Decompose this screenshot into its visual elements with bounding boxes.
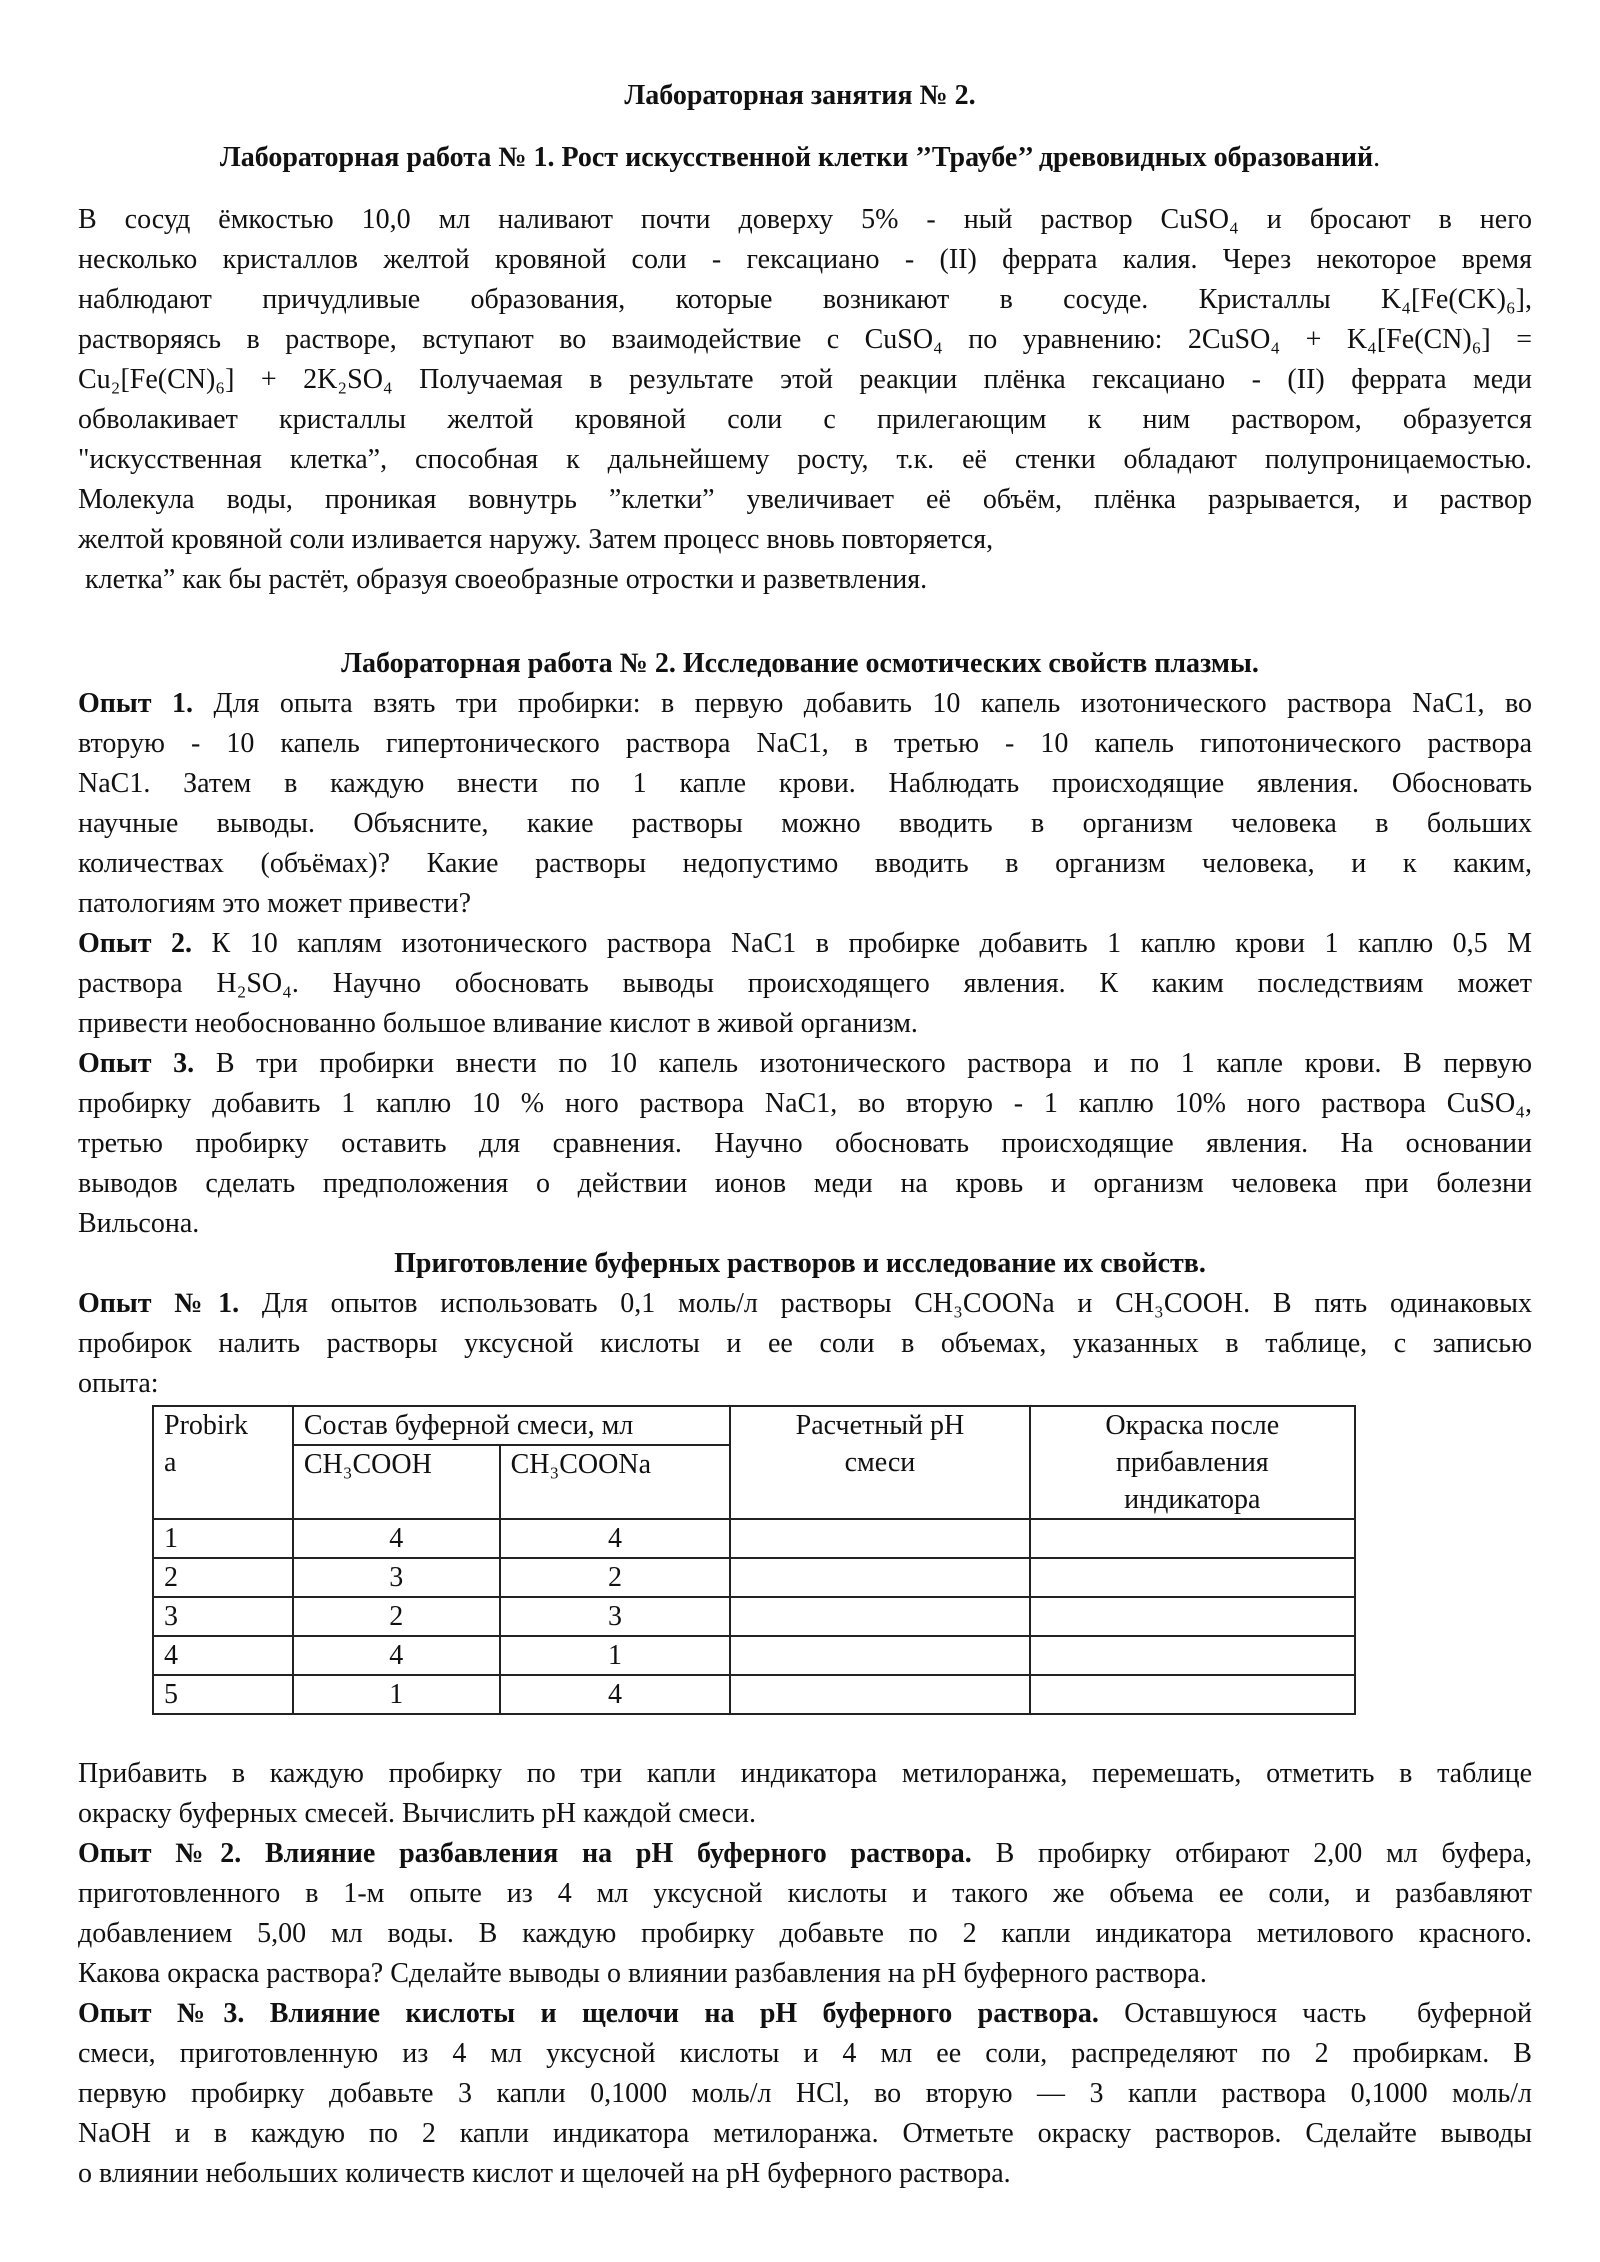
col-header-color [1030, 1406, 1355, 1519]
line-text: К 10 каплям изотонического раствора NaC1 в пробирке добавить 1 каплю крови 1 каплю 0,5 М [192, 928, 1533, 959]
buffer-exp1-label: Опыт №1. [78, 1288, 240, 1319]
lab1-heading [0, 138, 1600, 178]
exp2-label: Опыт 2. [78, 928, 193, 959]
cell-ch3cooh: 3 [293, 1558, 500, 1597]
paragraph-line: количествах (объёмах)? Какие растворы недопустимо вводить в организм человека, и к каким, [78, 848, 1532, 879]
col-header-probirka [153, 1406, 293, 1519]
paragraph-line [78, 1994, 1532, 2034]
buffer-table [152, 1405, 1356, 1715]
header-text: Расчетный pH [795, 1410, 965, 1441]
lab2-heading: Лабораторная работа № 2. Исследование осмотических свойств плазмы. [341, 648, 1259, 679]
cell-ph[interactable] [730, 1675, 1029, 1714]
paragraph-line: Cu₂[Fe(CN)₆] + 2K₂SO₄ Получаемая в результате этой реакции плёнка гексациано - (II) феррата меди [78, 364, 1532, 395]
line-text: В три пробирки внести по 10 капель изотонического раствора и по 1 капле крови. В первую [194, 1048, 1532, 1079]
cell-ch3cooh: 4 [293, 1519, 500, 1558]
cell-ch3cooh: 1 [293, 1675, 500, 1714]
cell-color[interactable] [1030, 1558, 1355, 1597]
header-text: a [164, 1447, 177, 1478]
paragraph-line [78, 684, 1532, 724]
paragraph-line: третью пробирку оставить для сравнения. Научно обосновать происходящие явления. На основании [78, 1128, 1532, 1159]
buffer-heading: Приготовление буферных растворов и исследование их свойств. [394, 1248, 1206, 1279]
paragraph-line: Какова окраска раствора? Сделайте выводы о влиянии разбавления на pH буферного раствора. [78, 1958, 1207, 1989]
cell-ch3cooh: 4 [293, 1636, 500, 1675]
paragraph-line: пробирок налить растворы уксусной кислоты и ее соли в объемах, указанных в таблице, с записью [78, 1328, 1532, 1359]
paragraph-line [78, 1834, 1532, 1874]
paragraph-line: пробирку добавить 1 каплю 10 % ного раствора NaC1, во вторую - 1 каплю 10% ного раствора CuSO₄, [78, 1088, 1532, 1119]
paragraph-line: NaC1. Затем в каждую внести по 1 капле крови. Наблюдать происходящие явления. Обосновать [78, 768, 1532, 799]
paragraph-line: клетка” как бы растёт, образуя своеобразные отростки и разветвления. [78, 564, 928, 595]
paragraph-line: Прибавить в каждую пробирку по три капли индикатора метилоранжа, перемешать, отметить в таблице [78, 1758, 1532, 1789]
cell-ph[interactable] [730, 1636, 1029, 1675]
paragraph-line: В сосуд ёмкостью 10,0 мл наливают почти доверху 5% - ный раствор CuSO₄ и бросают в него [78, 204, 1532, 235]
cell-color[interactable] [1030, 1675, 1355, 1714]
cell-probirka: 2 [153, 1558, 293, 1597]
col-header-buffer-composition: Состав буферной смеси, мл [293, 1406, 730, 1445]
lab2-exp2 [78, 924, 1532, 1044]
lab1-heading-text: Лабораторная работа № 1. Рост искусственной клетки ’’Траубе’’ древовидных образований [219, 142, 1374, 173]
cell-probirka: 1 [153, 1519, 293, 1558]
line-text: Для опытов использовать 0,1 моль/л растворы CH₃COONa и CH₃COOH. В пять одинаковых [239, 1288, 1532, 1319]
cell-ph[interactable] [730, 1558, 1029, 1597]
line-text: Оставшуюся часть буферной [1098, 1998, 1533, 2029]
paragraph-line: Молекула воды, проникая вовнутрь ”клетки” увеличивает её объём, плёнка разрывается, и раствор [78, 484, 1532, 515]
table-row [153, 1558, 1355, 1597]
header-text: прибавления [1115, 1447, 1269, 1478]
table-row [153, 1675, 1355, 1714]
paragraph-line [78, 1284, 1532, 1324]
lab2-exp1 [78, 684, 1532, 924]
cell-ch3coona: 1 [500, 1636, 731, 1675]
col-header-ch3cooh: CH₃COOH [293, 1445, 500, 1519]
header-text: Окраска после [1105, 1410, 1280, 1441]
header-text: индикатора [1124, 1484, 1261, 1515]
paragraph-line: добавлением 5,00 мл воды. В каждую пробирку добавьте по 2 капли индикатора метилового красного. [78, 1918, 1532, 1949]
table-row [153, 1597, 1355, 1636]
buffer-exp2 [78, 1834, 1532, 1994]
paragraph-line: желтой кровяной соли изливается наружу. Затем процесс вновь повторяется, [78, 524, 994, 555]
paragraph-line [78, 1044, 1532, 1084]
cell-ch3coona: 4 [500, 1519, 731, 1558]
cell-ch3coona: 3 [500, 1597, 731, 1636]
cell-ch3coona: 4 [500, 1675, 731, 1714]
paragraph-line: наблюдают причудливые образования, которые возникают в сосуде. Кристаллы K₄[Fe(CK)₆], [78, 284, 1532, 315]
col-header-ch3coona: CH₃COONa [500, 1445, 731, 1519]
buffer-exp1 [78, 1284, 1532, 1404]
exp3-label: Опыт 3. [78, 1048, 195, 1079]
col-header-calculated-ph [730, 1406, 1029, 1519]
buffer-exp3-label: Опыт №3. Влияние кислоты и щелочи на pH буферного раствора. [78, 1998, 1099, 2029]
paragraph-line: вторую - 10 капель гипертонического раствора NaC1, в третью - 10 капель гипотонического раствора [78, 728, 1532, 759]
cell-probirka: 5 [153, 1675, 293, 1714]
cell-ph[interactable] [730, 1597, 1029, 1636]
cell-ph[interactable] [730, 1519, 1029, 1558]
exp1-label: Опыт 1. [78, 688, 194, 719]
paragraph-line: выводов сделать предположения о действии ионов меди на кровь и организм человека при болезни [78, 1168, 1532, 1199]
cell-ch3coona: 2 [500, 1558, 731, 1597]
table-header-row [153, 1406, 1355, 1445]
cell-probirka: 3 [153, 1597, 293, 1636]
cell-probirka: 4 [153, 1636, 293, 1675]
cell-color[interactable] [1030, 1636, 1355, 1675]
paragraph-line: опыта: [78, 1368, 159, 1399]
paragraph-line: о влиянии небольших количеств кислот и щелочей на pH буферного раствора. [78, 2158, 1011, 2189]
paragraph-line: окраску буферных смесей. Вычислить pH каждой смеси. [78, 1798, 757, 1829]
paragraph-line: несколько кристаллов желтой кровяной соли - гексациано - (II) феррата калия. Через некоторое время [78, 244, 1532, 275]
paragraph-line: раствора H₂SO₄. Научно обосновать выводы происходящего явления. К каким последствиям может [78, 968, 1532, 999]
paragraph-line: обволакивает кристаллы желтой кровяной соли с прилегающим к ним раствором, образуется [78, 404, 1532, 435]
paragraph-line: привести необоснованно большое вливание кислот в живой организм. [78, 1008, 918, 1039]
line-text: Для опыта взять три пробирки: в первую добавить 10 капель изотонического раствора NaC1, во [193, 688, 1532, 719]
paragraph-line: смеси, приготовленную из 4 мл уксусной кислоты и 4 мл ее соли, распределяют по 2 пробиркам. В [78, 2038, 1532, 2069]
after-table-paragraph [78, 1754, 1532, 1834]
paragraph-line [78, 924, 1532, 964]
lab2-exp3 [78, 1044, 1532, 1244]
lab1-paragraph [78, 200, 1532, 600]
paragraph-line: растворяясь в растворе, вступают во взаимодействие с CuSO₄ по уравнению: 2CuSO₄ + K₄[Fe(CN)₆] = [78, 324, 1532, 355]
paragraph-line: "искусственная клетка”, способная к дальнейшему росту, т.к. её стенки обладают полупроницаемостью. [78, 444, 1532, 475]
paragraph-line: первую пробирку добавьте 3 капли 0,1000 моль/л HCl, во вторую — 3 капли раствора 0,1000 моль/л [78, 2078, 1532, 2109]
cell-ch3cooh: 2 [293, 1597, 500, 1636]
header-text: смеси [844, 1447, 916, 1478]
table-row [153, 1636, 1355, 1675]
cell-color[interactable] [1030, 1519, 1355, 1558]
line-text: В пробирку отбирают 2,00 мл буфера, [971, 1838, 1532, 1869]
buffer-exp3 [78, 1994, 1532, 2194]
paragraph-line: патологиям это может привести? [78, 888, 471, 919]
paragraph-line: научные выводы. Объясните, какие растворы можно вводить в организм человека в больших [78, 808, 1532, 839]
table-row [153, 1519, 1355, 1558]
lab1-heading-period: . [1373, 142, 1381, 173]
paragraph-line: приготовленного в 1-м опыте из 4 мл уксусной кислоты и такого же объема ее соли, и разбавляют [78, 1878, 1532, 1909]
header-text: Probirk [164, 1410, 248, 1441]
paragraph-line: Вильсона. [78, 1208, 200, 1239]
page-title: Лабораторная занятия № 2. [624, 80, 976, 111]
buffer-exp2-label: Опыт №2. Влияние разбавления на pH буферного раствора. [78, 1838, 972, 1869]
paragraph-line: NaOH и в каждую по 2 капли индикатора метилоранжа. Отметьте окраску растворов. Сделайте выводы [78, 2118, 1532, 2149]
cell-color[interactable] [1030, 1597, 1355, 1636]
